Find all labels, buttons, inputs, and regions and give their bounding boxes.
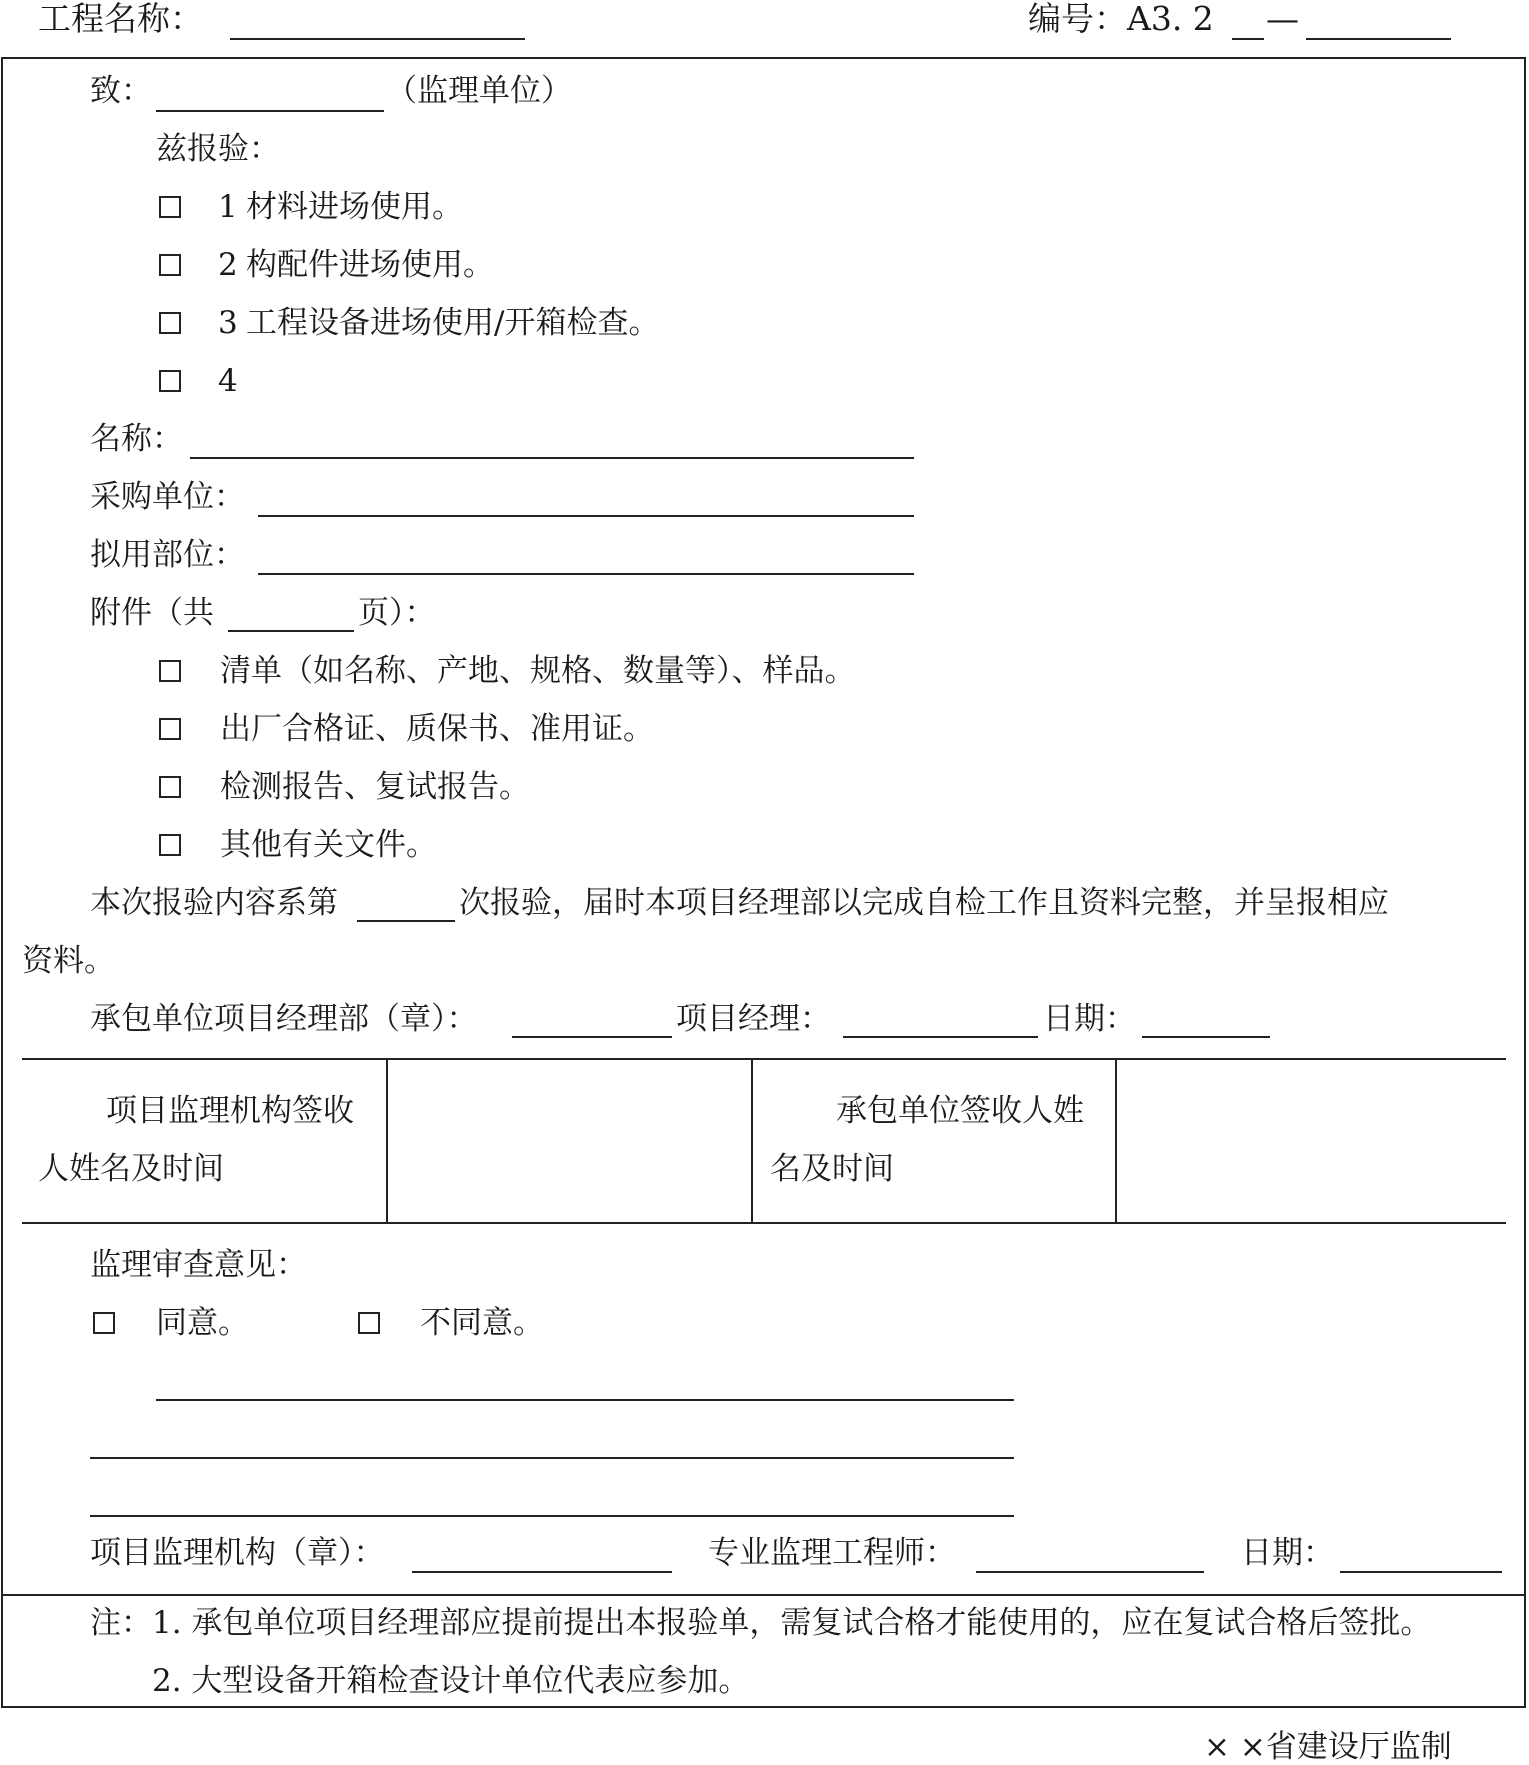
agree-checkbox[interactable] (93, 1312, 115, 1334)
receipt-table-divider-3 (1115, 1058, 1117, 1222)
option-4-number: 4 (218, 363, 238, 399)
contractor-date-label: 日期： (1043, 1001, 1136, 1037)
review-opinion-line-3[interactable] (90, 1515, 1014, 1517)
disagree-checkbox[interactable] (358, 1312, 380, 1334)
supervisor-receiver-cell[interactable] (392, 1064, 744, 1216)
statement-part1: 本次报验内容系第 (90, 885, 338, 921)
receipt-table-top-border (22, 1058, 1506, 1060)
review-label: 监理审查意见： (90, 1247, 307, 1283)
project-name-label: 工程名称： (38, 0, 203, 38)
contractor-receiver-cell[interactable] (1121, 1064, 1505, 1216)
attachment-1-label: 清单（如名称、产地、规格、数量等）、样品。 (220, 653, 856, 689)
statement-part2: 次报验，届时本项目经理部以完成自检工作且资料完整，并呈报相应 (459, 885, 1389, 921)
option-3-checkbox[interactable] (159, 312, 181, 334)
contractor-receiver-label-line1: 承包单位签收人姓 (836, 1093, 1084, 1129)
contractor-dept-field[interactable] (512, 1036, 672, 1038)
form-number-field-2[interactable] (1306, 38, 1451, 40)
supervisor-org-field[interactable] (412, 1571, 672, 1573)
supervisor-receiver-label-line2: 人姓名及时间 (38, 1151, 224, 1187)
supervisor-date-field[interactable] (1340, 1571, 1502, 1573)
attachment-2-label: 出厂合格证、质保书、准用证。 (220, 711, 654, 747)
agree-label: 同意。 (156, 1305, 249, 1341)
purchase-unit-field[interactable] (258, 515, 914, 517)
project-manager-label: 项目经理： (676, 1001, 831, 1037)
option-2-label: 构配件进场使用。 (246, 247, 494, 283)
attachment-2-checkbox[interactable] (159, 718, 181, 740)
contractor-dept-label: 承包单位项目经理部（章）： (90, 1001, 478, 1037)
review-opinion-line-1[interactable] (156, 1399, 1014, 1401)
supervisor-date-label: 日期： (1241, 1535, 1334, 1571)
receipt-table-divider-2 (751, 1058, 753, 1222)
attachment-label-suffix: 页）： (358, 595, 436, 631)
notes-divider (1, 1594, 1526, 1596)
project-name-field[interactable] (230, 38, 525, 40)
note-2: 2. 大型设备开箱检查设计单位代表应参加。 (152, 1663, 750, 1699)
disagree-label: 不同意。 (420, 1305, 544, 1341)
purchase-unit-label: 采购单位： (90, 479, 245, 515)
contractor-date-field[interactable] (1142, 1036, 1270, 1038)
attachment-4-checkbox[interactable] (159, 834, 181, 856)
usage-location-label: 拟用部位： (90, 537, 245, 573)
receipt-table-bottom-border (22, 1222, 1506, 1224)
receipt-table-divider-1 (386, 1058, 388, 1222)
attachment-label-prefix: 附件（共 (90, 595, 214, 631)
report-count-field[interactable] (357, 920, 455, 922)
supervisor-org-label: 项目监理机构（章）： (90, 1535, 385, 1571)
supervisor-unit-label: （监理单位） (386, 73, 572, 109)
statement-part3: 资料。 (22, 943, 115, 979)
submit-label: 兹报验： (156, 131, 280, 167)
usage-location-field[interactable] (258, 573, 914, 575)
option-3-label: 工程设备进场使用/开箱检查。 (246, 305, 660, 341)
supervisor-receiver-label-line1: 项目监理机构签收 (106, 1093, 354, 1129)
contractor-receiver-label-line2: 名及时间 (770, 1151, 894, 1187)
name-label: 名称： (90, 421, 183, 457)
form-number-field-1[interactable] (1232, 38, 1264, 40)
option-1-label: 材料进场使用。 (246, 189, 463, 225)
attachment-1-checkbox[interactable] (159, 660, 181, 682)
attachment-pages-field[interactable] (228, 630, 354, 632)
to-unit-field[interactable] (156, 110, 384, 112)
issuer-label: × ×省建设厅监制 (1204, 1729, 1452, 1765)
option-3-number: 3 (218, 305, 238, 341)
option-4-checkbox[interactable] (159, 370, 181, 392)
option-2-number: 2 (218, 247, 238, 283)
option-2-checkbox[interactable] (159, 254, 181, 276)
attachment-4-label: 其他有关文件。 (220, 827, 437, 863)
supervising-engineer-field[interactable] (976, 1571, 1204, 1573)
attachment-3-label: 检测报告、复试报告。 (220, 769, 530, 805)
project-manager-field[interactable] (843, 1036, 1038, 1038)
form-number-label: 编号：A3. 2 (1028, 0, 1214, 38)
review-opinion-line-2[interactable] (90, 1457, 1014, 1459)
form-number-dash: — (1266, 0, 1299, 38)
attachment-3-checkbox[interactable] (159, 776, 181, 798)
name-field[interactable] (190, 457, 914, 459)
to-label: 致： (90, 73, 152, 109)
supervising-engineer-label: 专业监理工程师： (708, 1535, 956, 1571)
option-1-number: 1 (218, 189, 238, 225)
note-1: 注：1. 承包单位项目经理部应提前提出本报验单，需复试合格才能使用的，应在复试合格后签批。 (90, 1605, 1432, 1641)
option-1-checkbox[interactable] (159, 196, 181, 218)
